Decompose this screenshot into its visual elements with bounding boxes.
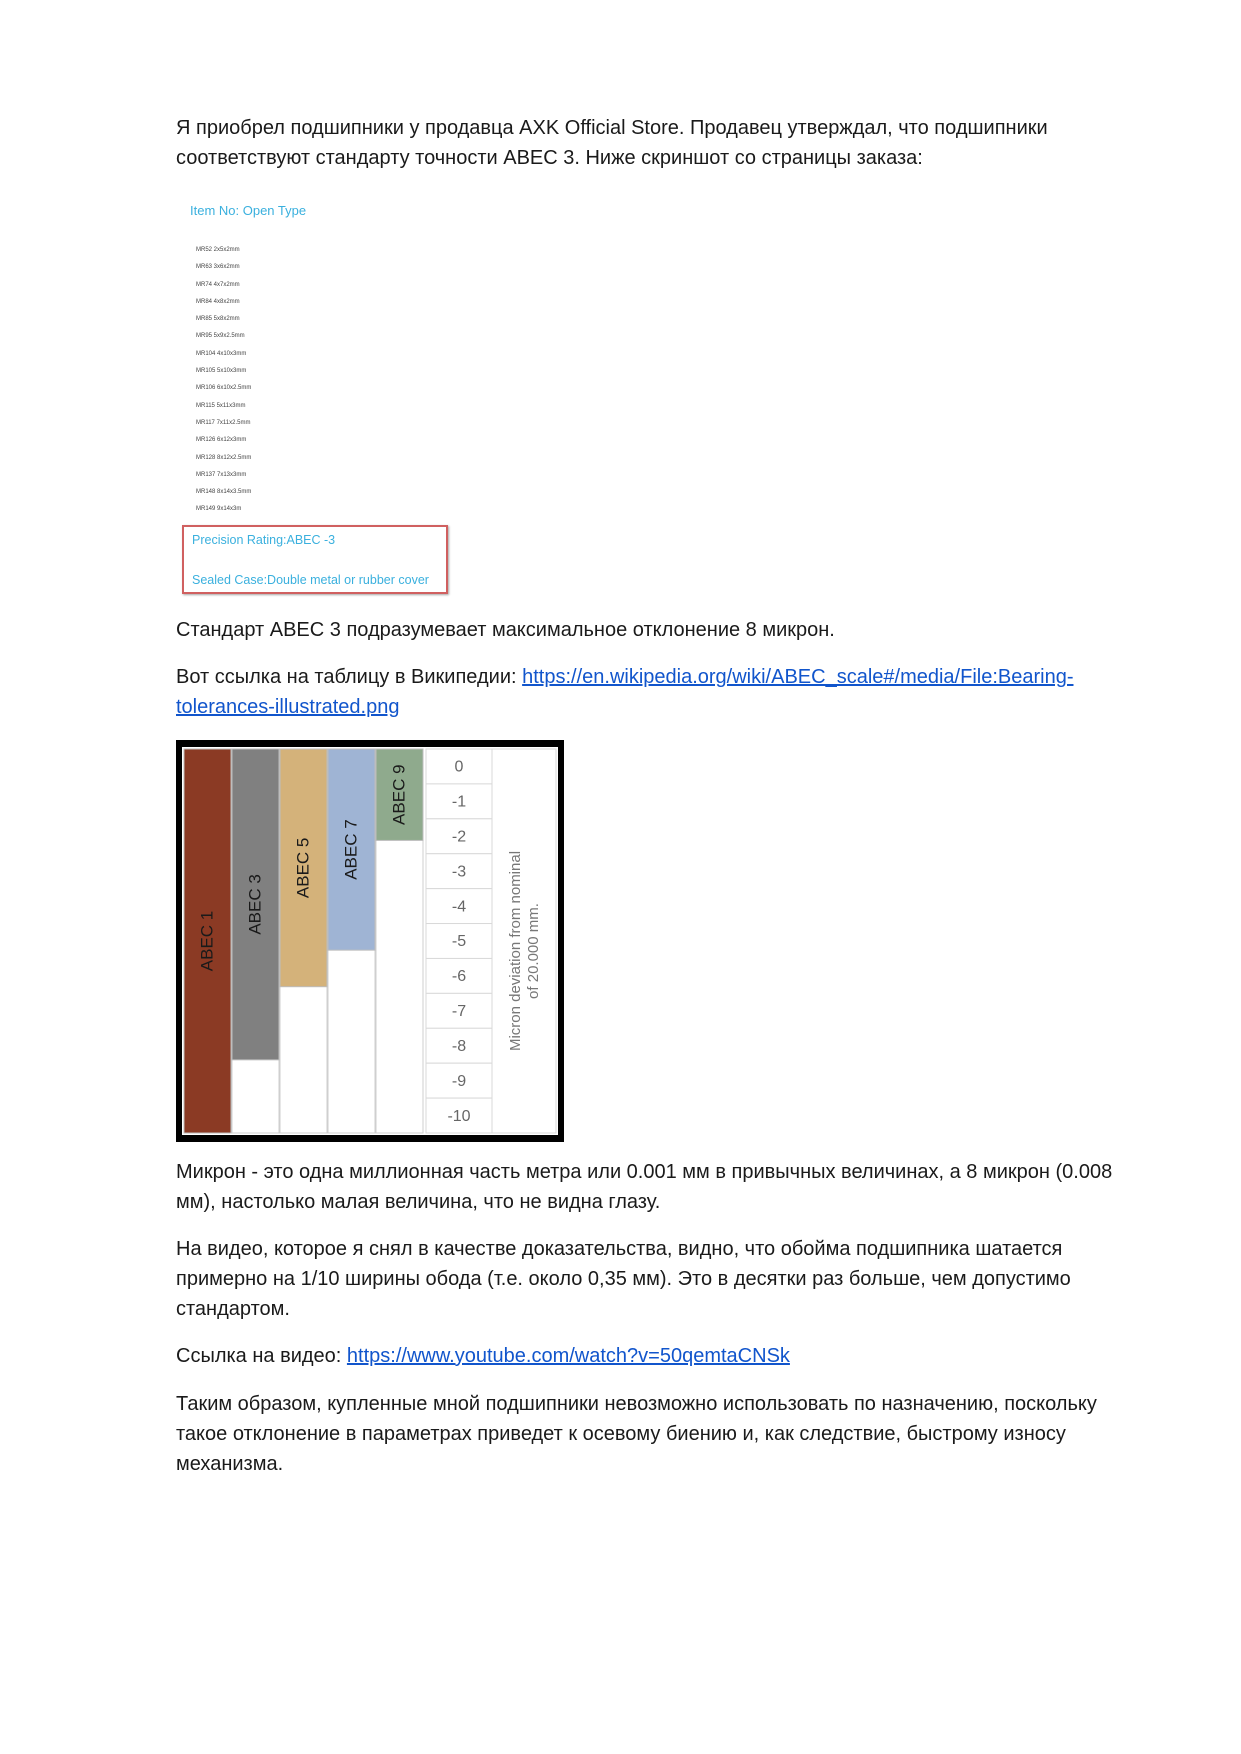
document-page — [176, 113, 1151, 173]
abec-chart — [176, 740, 564, 1142]
item-list-entry: MR148 8x14x3.5mm — [196, 489, 252, 496]
paragraph-video-link — [176, 1341, 1151, 1371]
item-list-entry: MR63 3x6x2mm — [196, 264, 240, 271]
bar-label: ABEC 7 — [341, 819, 361, 880]
bar-label: ABEC 3 — [245, 874, 265, 935]
paragraph-abec3: Стандарт ABEC 3 подразумевает максимальное отклонение 8 микрон. — [176, 619, 835, 641]
item-list-entry: MR137 7x13x3mm — [196, 471, 247, 478]
item-list-entry: MR126 6x12x3mm — [196, 437, 247, 444]
item-no-label: Item No: Open Type — [190, 203, 307, 218]
item-list-entry: MR106 6x10x2.5mm — [196, 385, 252, 392]
tick-label: -2 — [451, 828, 467, 846]
paragraph-micron: Микрон - это одна миллионная часть метра или 0.001 мм в привычных величинах, а 8 микрон (0.008 мм), настолько малая величина, что не видна глазу. — [176, 1161, 1113, 1213]
item-list-entry: MR149 9x14x3m — [196, 506, 242, 513]
item-list-entry: MR117 7x11x2.5mm — [196, 419, 251, 426]
item-list-entry: MR52 2x5x2mm — [196, 247, 240, 253]
axis-label-cell — [492, 749, 556, 1133]
item-list-entry: MR74 4x7x2mm — [196, 281, 240, 288]
tick-label: -5 — [451, 933, 467, 951]
paragraph-intro: Я приобрел подшипники у продавца AXK Official Store. Продавец утверждал, что подшипники соответствуют стандарту точности ABEC 3. Ниже скриншот со страницы заказа: — [176, 117, 1048, 169]
video-link-prefix: Ссылка на видео: — [176, 1345, 347, 1367]
item-list — [196, 242, 251, 519]
sealed-case: Sealed Case:Double metal or rubber cover — [192, 573, 429, 587]
tick-label: -8 — [451, 1037, 467, 1055]
tick-label: -9 — [451, 1072, 467, 1090]
bar-label: ABEC 9 — [389, 764, 409, 825]
bar-label: ABEC 5 — [293, 837, 313, 899]
precision-highlight-box — [182, 525, 448, 594]
abec-chart-svg — [176, 740, 564, 1142]
tick-label: -10 — [447, 1107, 471, 1125]
precision-rating: Precision Rating:ABEC -3 — [192, 533, 336, 547]
wikipedia-link[interactable]: https://en.wikipedia.org/wiki/ABEC_scale#/media/File:Bearing-tolerances-illustrated.png — [176, 666, 1074, 718]
paragraph-conclusion: Таким образом, купленные мной подшипники невозможно использовать по назначению, поскольку такое отклонение в параметрах приведет к осевому биению и, как следствие, быстрому износу механизма. — [176, 1393, 1097, 1475]
tick-label: -4 — [451, 898, 467, 916]
item-list-entry: MR105 5x10x3mm — [196, 368, 247, 375]
item-list-entry: MR85 5x8x2mm — [196, 316, 240, 323]
tick-label: -7 — [451, 1003, 467, 1021]
item-list-entry: MR115 5x11x3mm — [196, 402, 246, 409]
axis-label-line-1: Micron deviation from nominal — [507, 850, 524, 1052]
tick-label: 0 — [454, 758, 464, 776]
item-list-entry: MR104 4x10x3mm — [196, 350, 247, 357]
order-page-screenshot — [176, 200, 456, 600]
item-list-entry: MR84 4x8x2mm — [196, 298, 240, 305]
axis-label-line-2: of 20.000 mm. — [525, 903, 542, 999]
wiki-link-prefix: Вот ссылка на таблицу в Википедии: — [176, 666, 523, 688]
paragraph-wiki-link — [176, 662, 1151, 722]
item-list-entry: MR95 5x9x2.5mm — [196, 333, 245, 340]
paragraph-video-evidence: На видео, которое я снял в качестве доказательства, видно, что обойма подшипника шатается примерно на 1/10 ширины обода (т.е. около 0,35 мм). Это в десятки раз больше, чем допустимо стандартом. — [176, 1238, 1071, 1320]
item-list-entry: MR128 8x12x2.5mm — [196, 454, 252, 461]
tick-label: -6 — [451, 968, 467, 986]
tick-label: -3 — [451, 863, 467, 881]
tick-label: -1 — [451, 793, 467, 811]
youtube-link[interactable]: https://www.youtube.com/watch?v=50qemtaCNSk — [346, 1345, 790, 1367]
bar-label: ABEC 1 — [197, 910, 217, 972]
